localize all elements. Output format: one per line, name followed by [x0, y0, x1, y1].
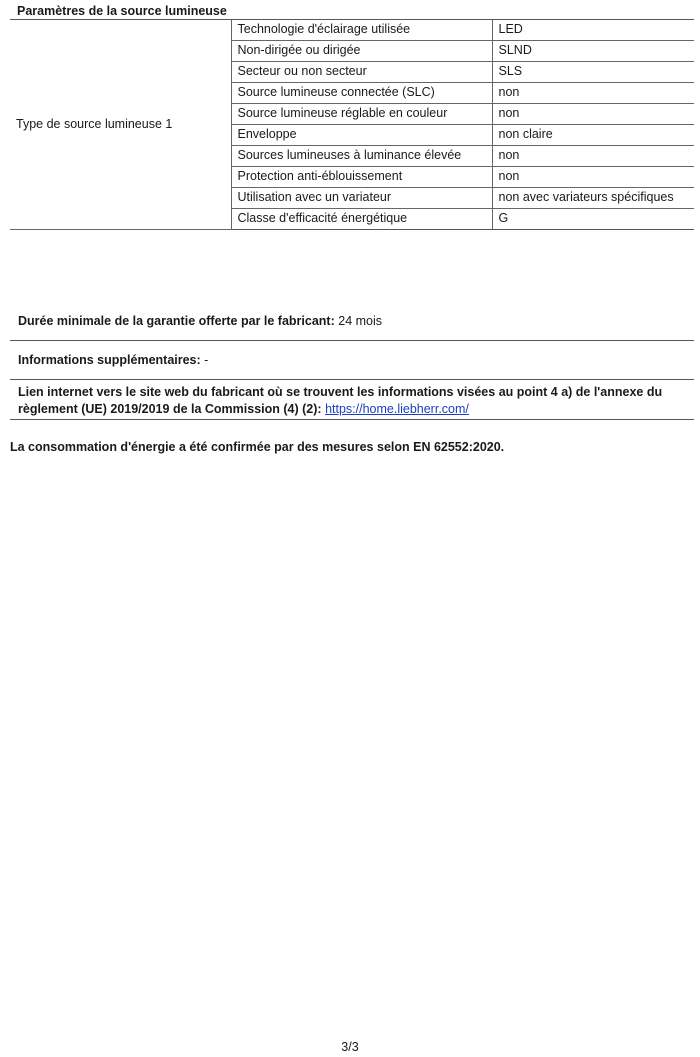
parameter-label: Sources lumineuses à luminance élevée	[231, 146, 492, 167]
weblink-block	[10, 384, 694, 418]
parameter-label: Secteur ou non secteur	[231, 62, 492, 83]
warranty-label: Durée minimale de la garantie offerte par le fabricant:	[18, 314, 335, 328]
light-source-type-label: Type de source lumineuse 1	[10, 20, 231, 230]
parameter-value: non	[492, 167, 694, 188]
parameter-value: non claire	[492, 125, 694, 146]
parameter-label: Non-dirigée ou dirigée	[231, 41, 492, 62]
energy-consumption-note: La consommation d'énergie a été confirmée par des mesures selon EN 62552:2020.	[10, 440, 505, 454]
light-source-parameters-table	[10, 20, 694, 230]
parameter-value: non	[492, 146, 694, 167]
additional-info-label: Informations supplémentaires:	[18, 353, 201, 367]
parameter-label: Utilisation avec un variateur	[231, 188, 492, 209]
parameter-label: Source lumineuse connectée (SLC)	[231, 83, 492, 104]
section-title: Paramètres de la source lumineuse	[17, 4, 227, 18]
parameter-label: Technologie d'éclairage utilisée	[231, 20, 492, 41]
page-number: 3/3	[341, 1040, 359, 1054]
parameter-label: Classe d'efficacité énergétique	[231, 209, 492, 230]
manufacturer-website-link[interactable]: https://home.liebherr.com/	[325, 402, 469, 416]
warranty-value: 24 mois	[338, 314, 383, 328]
parameter-value: non	[492, 83, 694, 104]
parameter-value: non	[492, 104, 694, 125]
parameter-value: SLS	[492, 62, 694, 83]
parameter-value: G	[492, 209, 694, 230]
parameter-label: Protection anti-éblouissement	[231, 167, 492, 188]
warranty-line	[10, 313, 694, 330]
divider	[10, 340, 694, 341]
additional-info-value: -	[204, 353, 209, 367]
parameter-value: SLND	[492, 41, 694, 62]
parameter-value: LED	[492, 20, 694, 41]
parameter-label: Source lumineuse réglable en couleur	[231, 104, 492, 125]
table-row	[10, 20, 694, 41]
additional-info-line	[10, 352, 694, 369]
divider	[10, 379, 694, 380]
parameter-label: Enveloppe	[231, 125, 492, 146]
weblink-label: Lien internet vers le site web du fabricant où se trouvent les informations visées au point 4 a) de l'annexe du règlement (UE) 2019/2019 de la Commission (4) (2):	[18, 385, 663, 416]
parameter-value: non avec variateurs spécifiques	[492, 188, 694, 209]
divider	[10, 419, 694, 420]
